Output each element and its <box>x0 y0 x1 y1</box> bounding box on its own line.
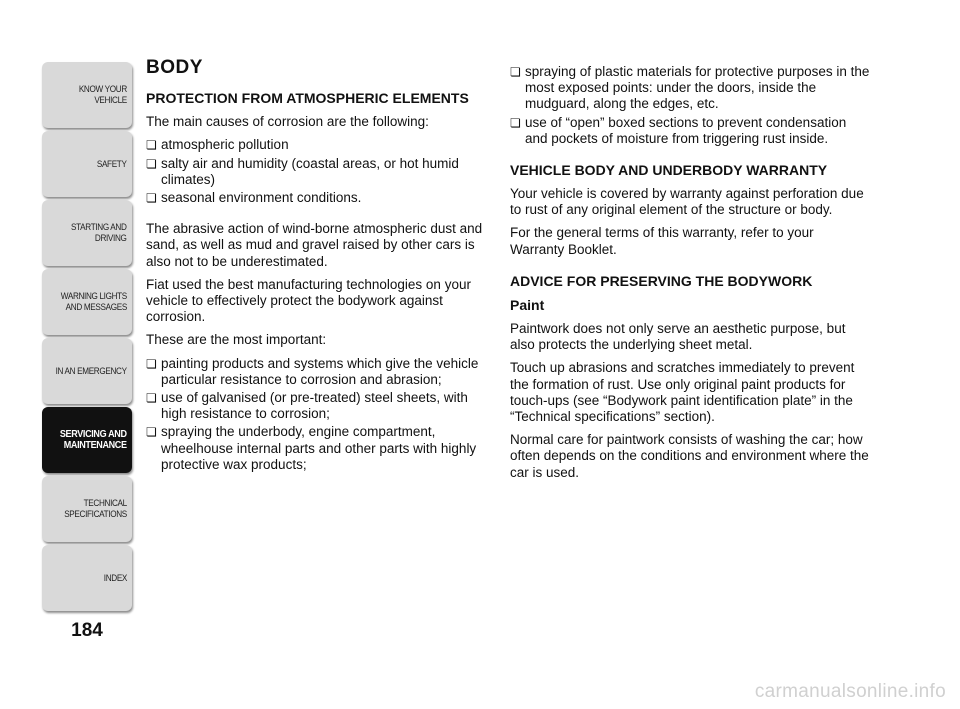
heading-warranty: VEHICLE BODY AND UNDERBODY WARRANTY <box>510 162 828 179</box>
tab-label: IN AN EMERGENCY <box>55 365 127 377</box>
list-item: ❏ use of galvanised (or pre-treated) steel sheets, with high resistance to corrosion; <box>146 390 492 422</box>
heading-atmospheric-protection: PROTECTION FROM ATMOSPHERIC ELEMENTS <box>146 90 469 107</box>
paragraph: For the general terms of this warranty, refer to your Warranty Booklet. <box>510 225 814 257</box>
heading-preserving-bodywork: ADVICE FOR PRESERVING THE BODYWORK <box>510 272 813 289</box>
section-title: BODY <box>146 57 203 78</box>
tab-label: SERVICING AND MAINTENANCE <box>60 428 127 451</box>
subheading-paint: Paint <box>510 296 545 313</box>
tab-technical-specifications[interactable] <box>42 476 132 542</box>
tab-starting-and-driving[interactable] <box>42 200 132 266</box>
list-item: ❏ atmospheric pollution <box>146 137 492 153</box>
list-item: ❏ salty air and humidity (coastal areas, or hot humid climates) <box>146 156 492 188</box>
list-item: ❏ seasonal environment conditions. <box>146 190 492 206</box>
list-item: ❏ use of “open” boxed sections to prevent condensation and pockets of moisture from triggering rust inside. <box>510 115 870 147</box>
paragraph: The abrasive action of wind-borne atmospheric dust and sand, as well as mud and gravel raised by other cars is also not to be underestimated. <box>146 221 483 269</box>
tab-label: STARTING AND DRIVING <box>71 222 127 244</box>
measures-list-continued <box>510 64 870 147</box>
tab-label: INDEX <box>103 572 127 584</box>
measures-list <box>146 356 492 473</box>
list-item: ❏ spraying of plastic materials for protective purposes in the most exposed points: under the doors, inside the mudguard, along the edges, etc. <box>510 64 870 113</box>
watermark: carmanualsonline.info <box>754 681 946 702</box>
tab-safety[interactable] <box>42 131 132 197</box>
paragraph: Your vehicle is covered by warranty against perforation due to rust of any original element of the structure or body. <box>510 186 864 218</box>
tab-in-an-emergency[interactable] <box>42 338 132 404</box>
right-column <box>510 64 870 488</box>
paragraph: Touch up abrasions and scratches immediately to prevent the formation of rust. Use only original paint products for touch-ups (see “Bodywork paint identification plate” in the “Technical specifications” section). <box>510 360 855 425</box>
tab-label: TECHNICAL SPECIFICATIONS <box>64 498 127 520</box>
causes-list <box>146 137 492 206</box>
paragraph: Normal care for paintwork consists of washing the car; how often depends on the conditions and environment where the car is used. <box>510 432 869 480</box>
tab-label: WARNING LIGHTS AND MESSAGES <box>60 291 127 313</box>
tab-servicing-and-maintenance[interactable] <box>42 407 132 473</box>
paragraph: Fiat used the best manufacturing technologies on your vehicle to effectively protect the bodywork against corrosion. <box>146 276 471 325</box>
tab-index[interactable] <box>42 545 132 611</box>
list-item: ❏ painting products and systems which give the vehicle particular resistance to corrosion and abrasion; <box>146 356 492 388</box>
tab-label: KNOW YOUR VEHICLE <box>78 84 127 106</box>
paragraph: These are the most important: <box>146 332 327 348</box>
page-number: 184 <box>71 620 103 641</box>
tab-label: SAFETY <box>97 158 127 170</box>
left-column <box>146 57 492 480</box>
list-item: ❏ spraying the underbody, engine compartment, wheelhouse internal parts and other parts with highly protective wax products; <box>146 424 492 473</box>
tab-warning-lights[interactable] <box>42 269 132 335</box>
intro-text: The main causes of corrosion are the following: <box>146 114 429 130</box>
tab-know-your-vehicle[interactable] <box>42 62 132 128</box>
paragraph: Paintwork does not only serve an aesthetic purpose, but also protects the underlying sheet metal. <box>510 321 846 353</box>
